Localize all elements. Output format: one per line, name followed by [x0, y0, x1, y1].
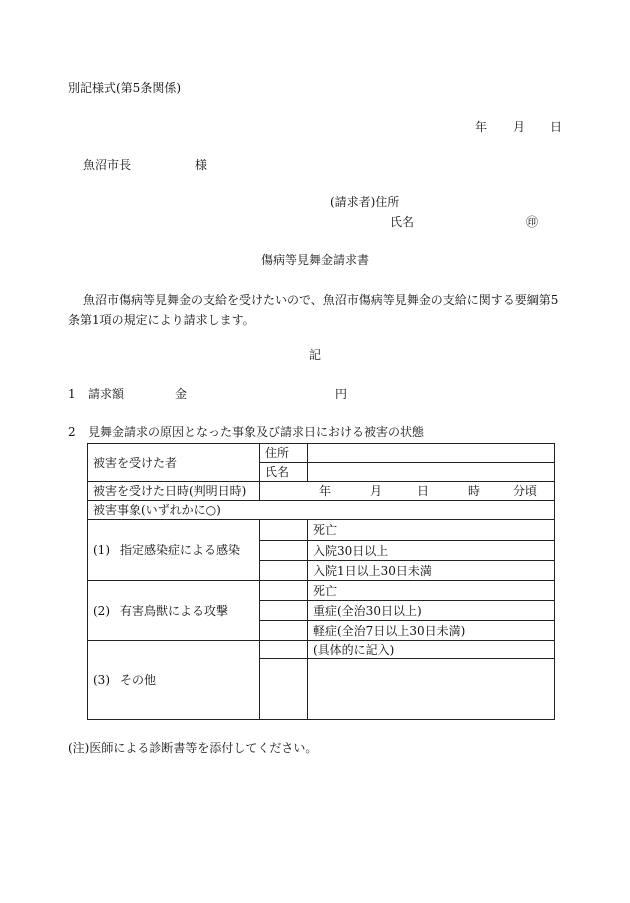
category-2-number: (2) [93, 603, 110, 618]
category-1-option-2: 入院30日以上 [313, 543, 389, 558]
category-1-number: (1) [93, 543, 110, 557]
category-1-option-3: 入院1日以上30日未満 [313, 563, 432, 578]
item1-unit: 円 [335, 387, 348, 401]
category-1-cell [88, 520, 260, 581]
damage-date-hour: 時 [468, 484, 481, 498]
category-1-option-1-mark-cell [260, 520, 308, 541]
category-2-option-1-mark-cell [260, 581, 308, 601]
victim-name-label: 氏名 [265, 465, 290, 479]
victim-name-value-cell [308, 463, 555, 482]
event-header-cell [88, 501, 555, 520]
ki-heading: 記 [308, 348, 321, 362]
document-title: 傷病等見舞金請求書 [260, 253, 369, 267]
category-3-label: その他 [120, 673, 157, 687]
category-1-option-3-mark-cell [260, 561, 308, 581]
item1-number: 1 [68, 387, 76, 401]
victim-name-label-cell [260, 463, 308, 482]
category-1-option-1: 死亡 [313, 523, 338, 537]
category-2-cell [88, 581, 260, 641]
damage-date-month: 月 [370, 484, 383, 498]
category-1-option-2-mark-cell [260, 541, 308, 561]
addressee-honorific: 様 [195, 158, 208, 172]
victim-address-label-cell [260, 444, 308, 463]
victim-label: 被害を受けた者 [93, 455, 178, 470]
category-2-option-3: 軽症(全治7日以上30日未満) [313, 623, 466, 638]
damage-table [87, 443, 555, 720]
category-1-option-2-cell [308, 541, 555, 561]
footnote: (注)医師による診断書等を添付してください。 [68, 741, 318, 755]
body-line-1: 魚沼市傷病等見舞金の支給を受けたいので、魚沼市傷病等見舞金の支給に関する要綱第5 [83, 293, 559, 307]
event-header: 被害事象(いずれかに○) [93, 503, 221, 517]
damage-date-year: 年 [319, 484, 332, 498]
category-2-option-2-cell [308, 601, 555, 621]
category-2-option-1-cell [308, 581, 555, 601]
claimant-name-label: 氏名 [390, 215, 415, 229]
date-year-label: 年 [475, 120, 488, 134]
category-2-option-2: 重症(全治30日以上) [313, 603, 422, 618]
item1-currency-prefix: 金 [175, 387, 188, 401]
category-3-detail-cell [308, 659, 555, 720]
category-2-option-3-cell [308, 621, 555, 641]
category-3-number: (3) [93, 673, 110, 687]
category-1-option-1-cell [308, 520, 555, 541]
addressee-name: 魚沼市長 [83, 158, 132, 172]
category-3-option-cell [308, 641, 555, 659]
item1-label: 請求額 [88, 387, 125, 401]
damage-date-value-cell [260, 482, 555, 501]
damage-date-label-cell [88, 482, 260, 501]
category-3-detail-mark-cell [260, 659, 308, 720]
category-2-option-3-mark-cell [260, 621, 308, 641]
victim-address-value-cell [308, 444, 555, 463]
category-1-label: 指定感染症による感染 [120, 543, 241, 557]
claimant-address-label: (請求者)住所 [330, 195, 400, 209]
damage-date-day: 日 [417, 484, 430, 498]
category-1-option-3-cell [308, 561, 555, 581]
category-3-option: (具体的に記入) [313, 642, 395, 657]
form-reference: 別記様式(第5条関係) [68, 81, 181, 95]
damage-date-minute: 分頃 [513, 484, 538, 498]
victim-address-label: 住所 [265, 446, 290, 460]
seal-mark: ㊞ [526, 215, 539, 229]
damage-date-fields [260, 483, 554, 499]
victim-label-cell [88, 444, 260, 482]
item2-number: 2 [68, 425, 76, 439]
date-month-label: 月 [513, 120, 526, 134]
date-day-label: 日 [550, 120, 563, 134]
body-line-2: 条第1項の規定により請求します。 [68, 313, 255, 327]
category-2-label: 有害鳥獣による攻撃 [120, 603, 229, 618]
category-3-mark-cell [260, 641, 308, 659]
damage-date-label: 被害を受けた日時(判明日時) [93, 484, 247, 498]
item2-label: 見舞金請求の原因となった事象及び請求日における被害の状態 [88, 425, 425, 439]
category-2-option-2-mark-cell [260, 601, 308, 621]
category-2-option-1: 死亡 [313, 583, 338, 598]
category-3-cell [88, 641, 260, 720]
